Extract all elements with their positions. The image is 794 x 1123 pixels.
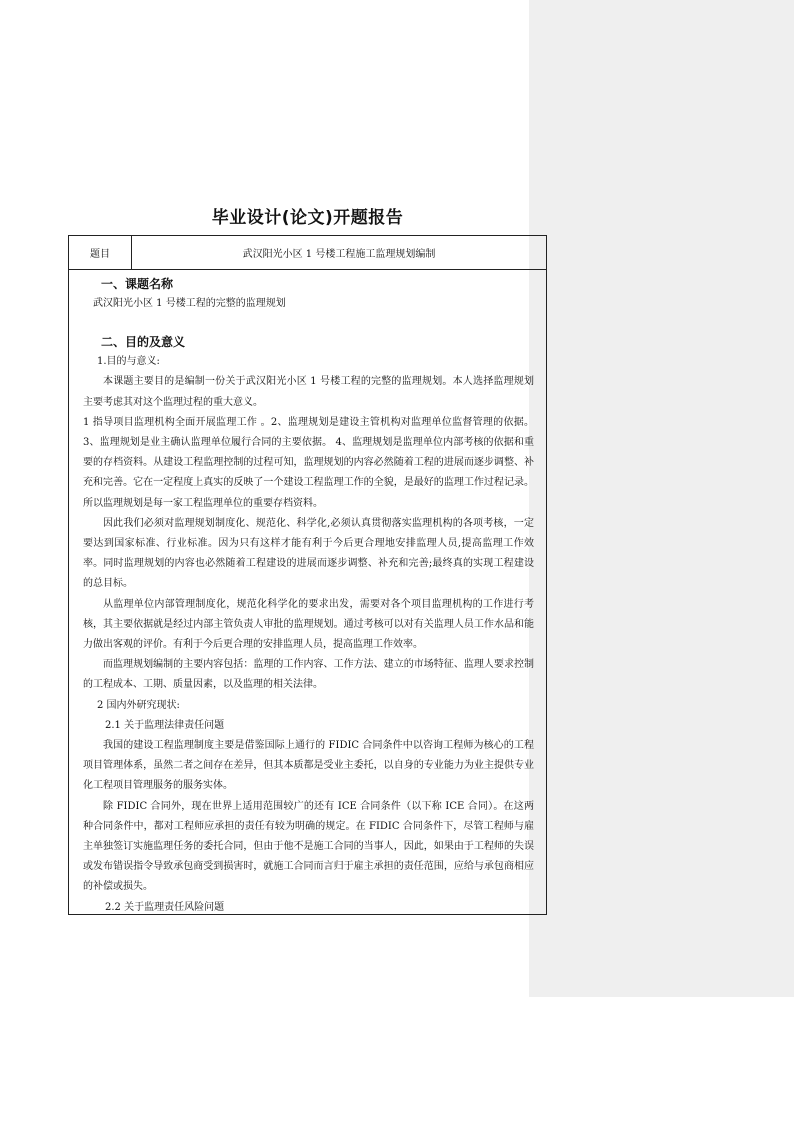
sub-heading-legal: 2.1 关于监理法律责任问题 bbox=[105, 719, 225, 731]
paragraph-1: 本课题主要目的是编制一份关于武汉阳光小区 1 号楼工程的完整的监理规划。本人选择监理规划主要考虑其对这个监理过程的重大意义。 bbox=[83, 376, 534, 408]
paragraph-4: 从监理单位内部管理制度化，规范化科学化的要求出发，需要对各个项目监理机构的工作进行考核，其主要依据就是经过内部主管负责人审批的监理规划。通过考核可以对有关监理人员工作水品和能力做出客观的评价。有利于今后更合理的安排监理人员，提高监理工作效率。 bbox=[83, 598, 534, 651]
paragraph-2: 1 指导项目监理机构全面开展监理工作 。2、监理规划是建设主管机构对监理单位监督管理的依据。3、监理规划是业主确认监理单位履行合同的主要依据。 4、监理规划是监理单位内部考核的依据和重要的存档资料。从建设工程监理控制的过程可知，监理规划的内容必然随着工程的进展而逐步调整、补充和完善。它在一定程度上真实的反映了一个建设工程监理工作的全貌，是最好的监理工作过程记录。所以监理规划是每一家工程监理单位的重要存档资料。 bbox=[83, 416, 534, 509]
paragraph-6: 我国的建设工程监理制度主要是借鉴国际上通行的 FIDIC 合同条件中以咨询工程师为核心的工程项目管理体系，虽然二者之间存在差异，但其本质都是受业主委托，以自身的专业能力为业主提供专业化工程项目管理服务的服务实体。 bbox=[83, 740, 534, 792]
topic-row bbox=[69, 236, 546, 270]
paragraph-7: 除 FIDIC 合同外，现在世界上适用范围较广的还有 ICE 合同条件（以下称 ICE 合同）。在这两种合同条件中，都对工程师应承担的责任有较为明确的规定。在 FIDIC 合同条件下，尽管工程师与雇主单独签订实施监理任务的委托合同，但由于他不是施工合同的当事人，因此，如果由于工程师的失误或发布错误指令导致承包商受到损害时，就施工合同而言归于雇主承担的责任范围，应给与承包商相应的补偿或损失。 bbox=[83, 800, 534, 893]
section2-heading: 二、目的及意义 bbox=[101, 335, 186, 350]
sub-heading-research: 2 国内外研究现状: bbox=[97, 699, 180, 711]
paragraph-3: 因此我们必须对监理规划制度化、规范化、科学化,必须认真贯彻落实监理机构的各项考核，一定要达到国家标准、行业标准。因为只有这样才能有利于今后更合理地安排监理人员,提高监理工作效率。同时监理规划的内容也必然随着工程建设的进展而逐步调整、补充和完善;最终真的实现工程建设的总目标。 bbox=[83, 517, 534, 590]
report-content bbox=[69, 274, 546, 918]
paragraph-5: 而监理规划编制的主要内容包括：监理的工作内容、工作方法、建立的市场特征、监理人要求控制的工程成本、工期、质量因素，以及监理的相关法律。 bbox=[83, 659, 534, 691]
spacer bbox=[83, 314, 534, 332]
report-table bbox=[68, 235, 547, 915]
topic-value: 武汉阳光小区 1 号楼工程施工监理规划编制 bbox=[242, 249, 436, 260]
document-title: 毕业设计(论文)开题报告 bbox=[211, 208, 404, 228]
comment-pane bbox=[529, 0, 794, 997]
sub-heading-purpose: 1.目的与意义: bbox=[97, 356, 160, 368]
sub-heading-risk: 2.2 关于监理责任风险问题 bbox=[105, 901, 225, 913]
section1-heading: 一、课题名称 bbox=[101, 277, 174, 291]
topic-label: 题目 bbox=[69, 236, 132, 269]
section1-text: 武汉阳光小区 1 号楼工程的完整的监理规划 bbox=[93, 298, 286, 309]
